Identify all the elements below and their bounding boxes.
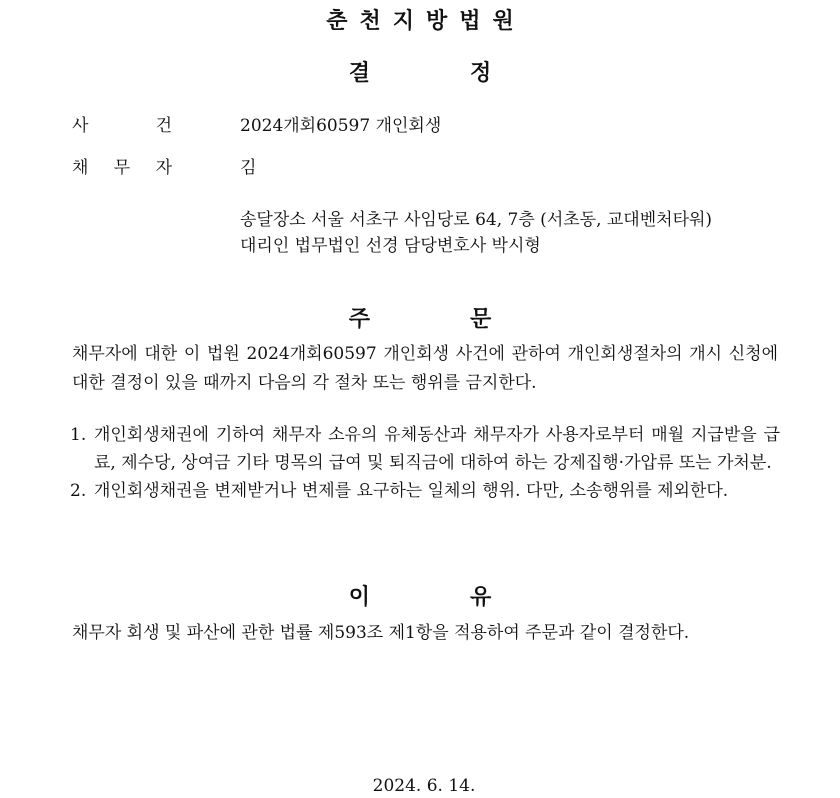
order-item: [70, 421, 780, 477]
decision-date: 2024. 6. 14.: [372, 776, 476, 796]
document-type-heading: [0, 56, 840, 87]
order-items: [70, 421, 780, 505]
document-type-char-2: 정: [470, 61, 492, 86]
order-item-number: 2.: [70, 481, 87, 501]
reason-heading-char-2: 유: [470, 585, 492, 610]
reason-heading-char-1: 이: [348, 585, 370, 610]
reason-heading: [0, 580, 840, 611]
order-item-text: 개인회생채권을 변제받거나 변제를 요구하는 일체의 행위. 다만, 소송행위를 제외한다.: [94, 481, 729, 501]
document-type-char-1: 결: [348, 61, 370, 86]
order-item-text: 개인회생채권에 기하여 채무자 소유의 유체동산과 채무자가 사용자로부터 매월 지급받을 급료, 제수당, 상여금 기타 명목의 급여 및 퇴직금에 대하여 하는 강제집행·가압류 또는 가처분.: [94, 425, 780, 473]
case-label: 사 건: [72, 116, 172, 136]
agent-line: 대리인 법무법인 선경 담당변호사 박시형: [240, 236, 541, 256]
court-name: 춘천지방법원: [326, 9, 526, 34]
service-address: 송달장소 서울 서초구 사임당로 64, 7층 (서초동, 교대벤처타워): [240, 210, 713, 230]
case-value: 2024개회60597 개인회생: [240, 116, 442, 136]
order-item-number: 1.: [70, 425, 87, 445]
debtor-details: [240, 207, 712, 259]
debtor-row: [72, 157, 257, 179]
reason-text: 채무자 회생 및 파산에 관한 법률 제593조 제1항을 적용하여 주문과 같이 결정한다.: [72, 623, 690, 643]
order-heading-char-1: 주: [348, 307, 370, 332]
case-row: [72, 115, 442, 137]
order-heading-char-2: 문: [470, 307, 492, 332]
debtor-value: 김: [240, 158, 257, 178]
debtor-label: 채 무 자: [72, 158, 172, 178]
order-item: [70, 477, 780, 505]
order-intro: 채무자에 대한 이 법원 2024개회60597 개인회생 사건에 관하여 개인회생절차의 개시 신청에 대한 결정이 있을 때까지 다음의 각 절차 또는 행위를 금지한다.: [72, 344, 778, 393]
order-heading: [0, 302, 840, 333]
